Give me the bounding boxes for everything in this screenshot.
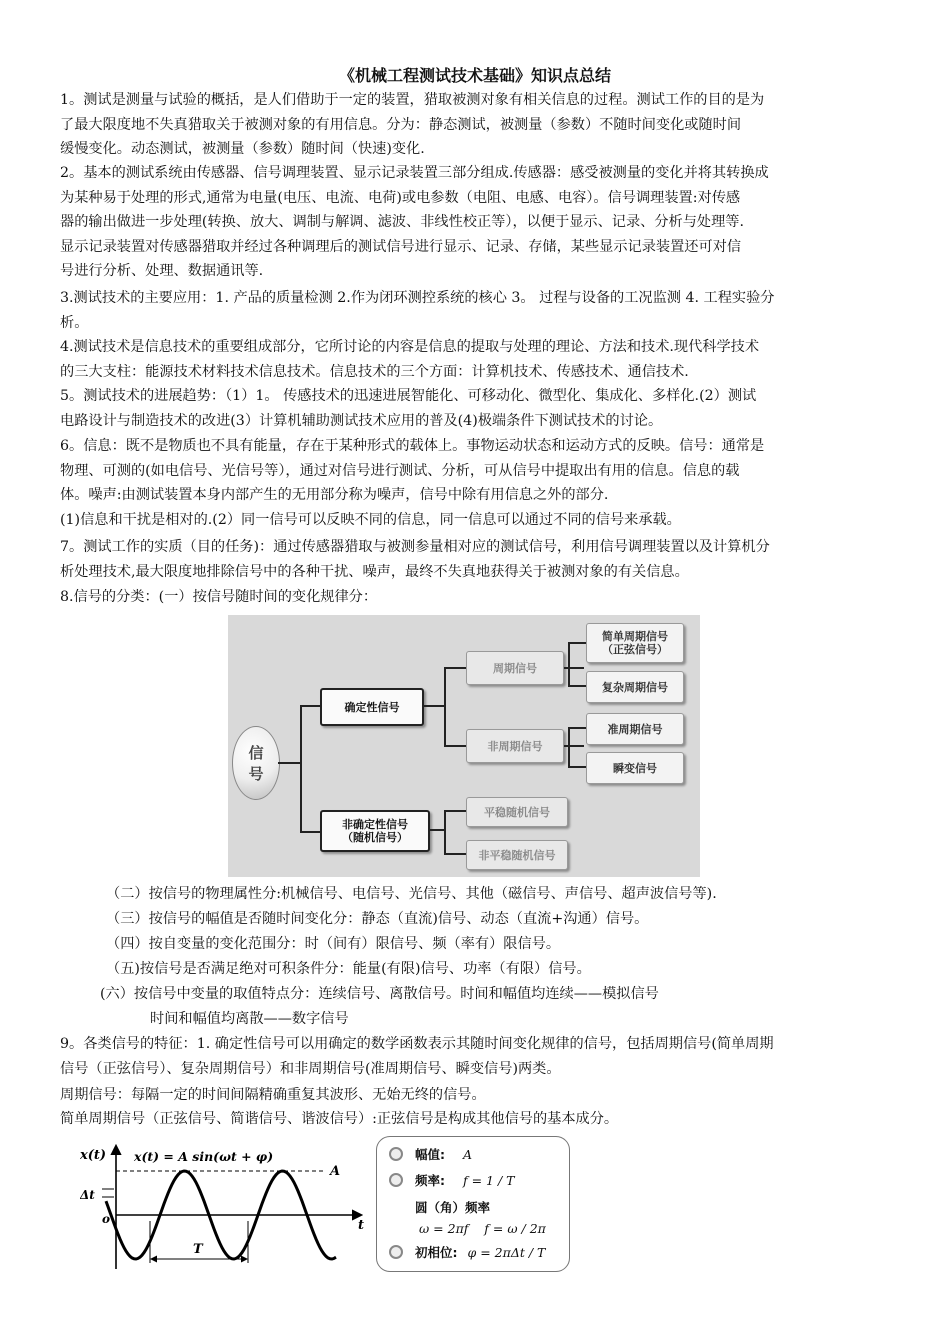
text-line: 析处理技术,最大限度地排除信号中的各种干扰、噪声，最终不失真地获得关于被测对象的有关信息。 — [60, 563, 689, 580]
connector — [444, 745, 466, 747]
period-label: T — [193, 1242, 203, 1257]
text-line: 8.信号的分类：(一）按信号随时间的变化规律分： — [60, 589, 378, 605]
connector — [444, 667, 466, 669]
tree-node-label: 非确定性信号 — [342, 818, 408, 831]
angular-frequency-row — [415, 1198, 490, 1216]
connector — [444, 853, 466, 855]
amplitude-row — [389, 1145, 472, 1163]
tree-node-random — [320, 810, 430, 852]
signal-classification-diagram — [228, 615, 700, 877]
text-line: 9。各类信号的特征：1. 确定性信号可以用确定的数学函数表示其随时间变化规律的信号，包括周期信号(简单周期 — [60, 1036, 774, 1052]
tree-node-label: 简单周期信号 — [602, 630, 668, 643]
section-8 — [60, 585, 377, 610]
tree-node-transient — [586, 752, 684, 784]
classification-2: （二）按信号的物理属性分:机械信号、电信号、光信号、其他（磁信号、声信号、超声波信号等). — [106, 886, 717, 902]
text-line: 显示记录装置对传感器猎取并经过各种调理后的测试信号进行显示、记录、存储，某些显示记录装置还可对信 — [60, 238, 742, 255]
simple-periodic-definition: 简单周期信号（正弦信号、简谐信号、谐波信号）:正弦信号是构成其他信号的基本成分。 — [60, 1111, 619, 1127]
classification-3: （三）按信号的幅值是否随时间变化分：静态（直流)信号、动态（直流+沟通）信号。 — [106, 911, 649, 927]
phase-row — [389, 1243, 545, 1261]
classification-6: (六）按信号中变量的取值特点分：连续信号、离散信号。时间和幅值均连续——模拟信号 — [100, 986, 659, 1002]
text-line: 信号（正弦信号）、复杂周期信号）和非周期信号(准周期信号、瞬变信号)两类。 — [60, 1060, 561, 1077]
angular-frequency-value: ω = 2πf f = ω / 2π — [419, 1221, 546, 1236]
connector — [568, 727, 570, 767]
tree-node-nonstationary-random — [466, 840, 568, 870]
connector — [422, 705, 444, 707]
phase-label: 初相位: — [415, 1245, 458, 1260]
section-2 — [60, 161, 769, 284]
tree-node-label: 确定性信号 — [344, 700, 400, 714]
periodic-definition: 周期信号：每隔一定的时间间隔精确重复其波形、无始无终的信号。 — [60, 1087, 486, 1103]
text-line: 的三大支柱：能源技术材料技术信息技术。信息技术的三个方面：计算机技术、传感技术、通信技术. — [60, 363, 689, 380]
section-1 — [60, 88, 764, 162]
tree-node-nonperiodic — [466, 729, 564, 763]
y-axis-label: x(t) — [80, 1148, 107, 1163]
classification-5: （五)按信号是否满足绝对可积条件分：能量(有限)信号、功率（有限）信号。 — [106, 961, 591, 977]
connector — [300, 831, 320, 833]
tree-node-deterministic — [320, 688, 424, 726]
tree-node-label: 平稳随机信号 — [484, 805, 550, 819]
text-line: 析。 — [60, 314, 89, 331]
text-line: 2。基本的测试系统由传感器、信号调理装置、显示记录装置三部分组成.传感器：感受被测量的变化并将其转换成 — [60, 165, 769, 181]
tree-root-char: 号 — [248, 765, 264, 783]
section-6 — [60, 434, 764, 532]
classification-4: （四）按自变量的变化范围分：时（间有）限信号、频（率有）限信号。 — [106, 936, 561, 952]
frequency-label: 频率: — [415, 1173, 445, 1188]
text-line: 号进行分析、处理、数据通讯等. — [60, 263, 264, 279]
amplitude-label: 幅值: — [415, 1147, 445, 1162]
text-line: 器的输出做进一步处理(转换、放大、调制与解调、滤波、非线性校正等），以便于显示、记录、分析与处理等. — [60, 214, 744, 230]
tree-node-label: 非平稳随机信号 — [478, 848, 556, 862]
connector — [444, 810, 446, 854]
tree-node-label: （随机信号） — [342, 831, 408, 844]
t-axis-label: t — [358, 1218, 365, 1233]
angular-frequency-label: 圆（角）频率 — [415, 1200, 491, 1215]
text-line: 6。信息：既不是物质也不具有能量，存在于某种形式的载体上。事物运动状态和运动方式的反映。信号：通常是 — [60, 438, 765, 454]
connector — [568, 727, 586, 729]
tree-node-complex-periodic — [586, 671, 684, 703]
bullet-icon — [389, 1173, 403, 1187]
section-3 — [60, 286, 774, 335]
text-line: 5。测试技术的进展趋势：（1）1。 传感技术的迅速进展智能化、可移动化、微型化、集成化、多样化.(2）测试 — [60, 388, 757, 404]
tree-node-stationary-random — [466, 797, 568, 827]
phase-shift-label: Δt — [80, 1188, 95, 1202]
amplitude-value: A — [463, 1146, 473, 1162]
section-5 — [60, 384, 756, 433]
connector — [564, 667, 584, 669]
tree-root — [232, 726, 280, 800]
section-4 — [60, 335, 759, 384]
connector — [444, 810, 466, 812]
connector — [568, 685, 586, 687]
connector — [300, 705, 302, 832]
connector — [278, 762, 300, 764]
text-line: 缓慢变化。动态测试，被测量（参数）随时间（快速)变化. — [60, 141, 425, 157]
tree-node-label: 瞬变信号 — [613, 761, 657, 775]
connector — [444, 667, 446, 746]
bullet-icon — [389, 1245, 403, 1259]
connector — [428, 829, 444, 831]
connector — [300, 705, 320, 707]
text-line: 为某种易于处理的形式,通常为电量(电压、电流、电荷)或电参数（电阻、电感、电容）。信号调理装置:对传感 — [60, 189, 741, 206]
connector — [568, 642, 570, 686]
frequency-value: f = 1 / T — [463, 1172, 515, 1188]
tree-node-label: 非周期信号 — [487, 739, 543, 753]
tree-node-label: 准周期信号 — [607, 722, 663, 736]
tree-node-quasi-periodic — [586, 713, 684, 745]
tree-node-label: （正弦信号） — [602, 643, 668, 656]
section-7 — [60, 535, 770, 584]
tree-node-simple-periodic — [586, 623, 684, 663]
connector — [564, 745, 584, 747]
phase-value: φ = 2πΔt / T — [467, 1244, 546, 1260]
tree-node-label: 复杂周期信号 — [602, 680, 668, 694]
page-title: 《机械工程测试技术基础》知识点总结 — [338, 66, 611, 85]
angular-frequency-formula-row — [419, 1221, 546, 1236]
text-line: 1。测试是测量与试验的概括，是人们借助于一定的装置，猎取被测对象有相关信息的过程。测试工作的目的是为 — [60, 92, 765, 108]
text-line: 3.测试技术的主要应用：1. 产品的质量检测 2.作为闭环测控系统的核心 3。 过程与设备的工况监测 4. 工程实验分 — [60, 290, 775, 306]
sine-wave-figure — [80, 1137, 376, 1271]
text-line: 体。噪声:由测试装置本身内部产生的无用部分称为噪声，信号中除有用信息之外的部分. — [60, 487, 609, 503]
text-line: (1)信息和干扰是相对的.(2）同一信号可以反映不同的信息，同一信息可以通过不同的信号来承载。 — [60, 511, 681, 528]
tree-root-char: 信 — [248, 744, 264, 762]
frequency-row — [389, 1171, 515, 1189]
text-line: 4.测试技术是信息技术的重要组成部分，它所讨论的内容是信息的提取与处理的理论、方法和技术.现代科学技术 — [60, 339, 760, 355]
text-line: 电路设计与制造技术的改进(3）计算机辅助测试技术应用的普及(4)极端条件下测试技术的讨论。 — [60, 412, 663, 429]
origin-label: o — [102, 1212, 111, 1226]
text-line: 物理、可测的(如电信号、光信号等），通过对信号进行测试、分析，可从信号中提取出有用的信息。信息的载 — [60, 462, 740, 479]
classification-6-cont: 时间和幅值均离散——数字信号 — [150, 1011, 349, 1027]
tree-node-label: 周期信号 — [493, 661, 537, 675]
connector — [568, 642, 586, 644]
amplitude-label: A — [330, 1164, 341, 1179]
tree-node-periodic — [466, 651, 564, 685]
sine-equation: x(t) = A sin(ωt + φ) — [134, 1149, 274, 1164]
text-line: 7。测试工作的实质（目的任务)：通过传感器猎取与被测参量相对应的测试信号，利用信号调理装置以及计算机分 — [60, 539, 770, 555]
bullet-icon — [389, 1147, 403, 1161]
text-line: 了最大限度地不失真猎取关于被测对象的有用信息。分为：静态测试，被测量（参数）不随时间变化或随时间 — [60, 116, 742, 133]
section-9 — [60, 1032, 774, 1081]
sine-parameter-box — [376, 1136, 570, 1272]
connector — [568, 766, 586, 768]
